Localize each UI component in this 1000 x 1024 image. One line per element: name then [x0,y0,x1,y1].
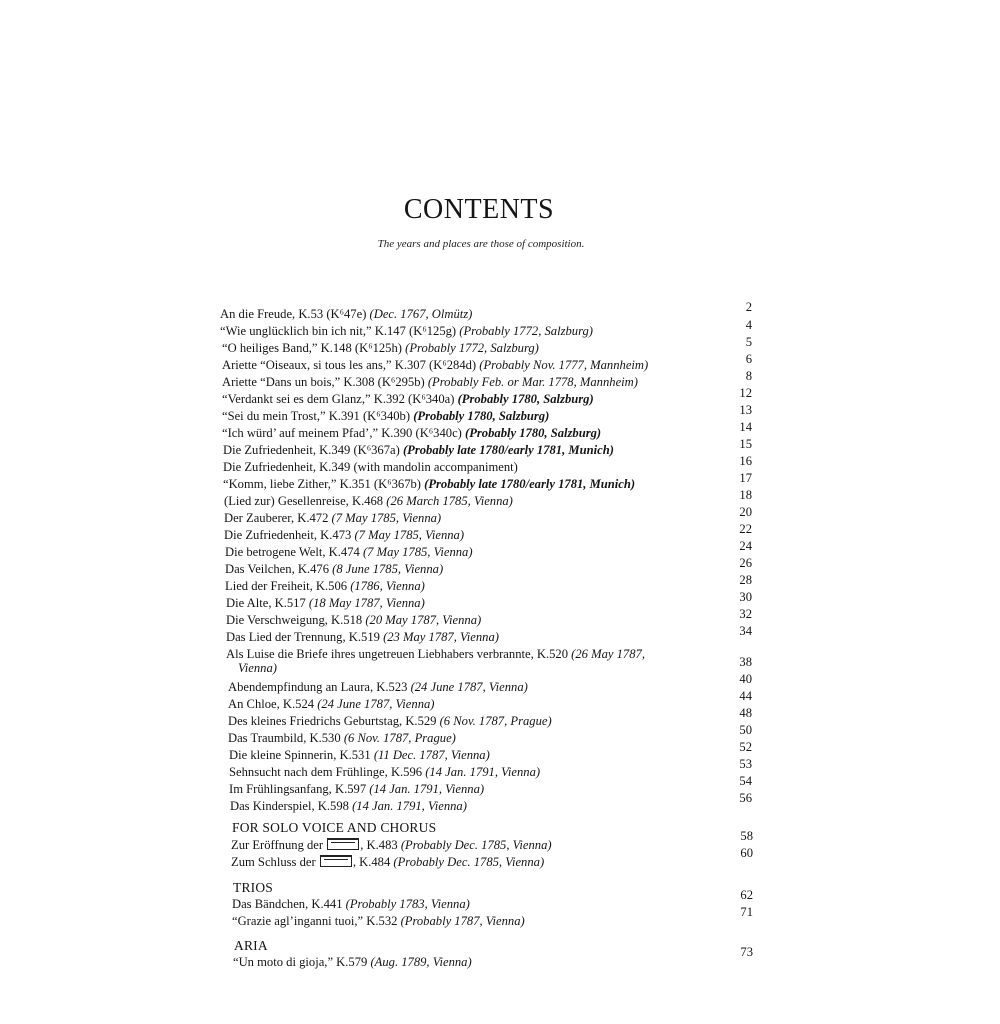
entry-date: (11 Dec. 1787, Vienna) [373,748,490,762]
page-number: 13 [739,403,752,417]
toc-entry [222,409,722,423]
entry-date: (Aug. 1789, Vienna) [370,955,472,969]
entry-date: (26 March 1785, Vienna) [386,494,513,508]
entry-title: Die Verschweigung, K.518 [226,613,366,627]
entry-title: Das Veilchen, K.476 [225,562,333,576]
toc-entry [223,443,723,457]
page-number: 52 [739,740,752,754]
entry-date: (24 June 1787, Vienna) [317,697,435,711]
page-title: CONTENTS [403,194,555,225]
entry-date: (14 Jan. 1791, Vienna) [352,799,467,813]
page-number: 44 [739,689,752,703]
entry-title: “Komm, liebe Zither,” K.351 (K⁶367b) [223,477,425,491]
toc-entry [228,714,728,728]
toc-entry [224,528,724,542]
page-number: 60 [740,846,753,860]
entry-title: Lied der Freiheit, K.506 [225,579,351,593]
page-number: 24 [739,539,752,553]
toc-entry [229,748,729,762]
entry-title: An die Freude, K.53 (K⁶47e) [220,307,370,321]
entry-title: Zur Eröffnung der [231,838,327,852]
page-number: 22 [739,522,752,536]
page-subtitle: The years and places are those of composition. [377,238,585,250]
bracket-placeholder-icon [320,855,352,867]
toc-entry [231,838,731,852]
page-number: 73 [740,945,753,959]
toc-entry [228,697,728,711]
entry-date: (Probably Dec. 1785, Vienna) [393,855,545,869]
entry-title: Das Traumbild, K.530 [228,731,344,745]
entry-catalog: , K.484 [352,855,394,869]
toc-entry [222,375,722,389]
entry-title: “Wie unglücklich bin ich nit,” K.147 (K⁶125g) [220,324,460,338]
entry-title: “Verdankt sei es dem Glanz,” K.392 (K⁶340a) [222,392,458,406]
entry-date: (6 Nov. 1787, Prague) [343,731,456,745]
page-number: 28 [739,573,752,587]
page-number: 20 [739,505,752,519]
toc-entry [228,731,728,745]
entry-date: (Probably 1780, Salzburg) [457,392,594,406]
entry-title: Die Zufriedenheit, K.349 (K⁶367a) [223,443,403,457]
page-number: 2 [745,300,752,314]
section-heading: FOR SOLO VOICE AND CHORUS [232,820,437,835]
entry-date: (14 Jan. 1791, Vienna) [369,782,485,796]
page-number: 54 [739,774,752,788]
entry-date: (18 May 1787, Vienna) [308,596,425,610]
entry-title: “Sei du mein Trost,” K.391 (K⁶340b) [222,409,414,423]
page-number: 38 [739,655,752,669]
entry-date: (Probably Nov. 1777, Mannheim) [479,358,649,372]
entry-title: Der Zauberer, K.472 [224,511,332,525]
entry-title: Die Zufriedenheit, K.473 [224,528,355,542]
toc-entry [228,680,728,694]
toc-entry [229,782,729,796]
toc-entry [222,426,722,440]
entry-date: (7 May 1785, Vienna) [331,511,442,525]
entry-title: An Chloe, K.524 [228,697,318,711]
entry-date: (23 May 1787, Vienna) [383,630,499,644]
toc-entry [224,511,724,525]
entry-date: (1786, Vienna) [350,579,425,593]
entry-title: “Grazie agl’inganni tuoi,” K.532 [232,914,401,928]
page-number: 32 [739,607,752,621]
page-number: 8 [745,369,752,383]
page-number: 15 [739,437,752,451]
toc-entry [230,799,730,813]
entry-title: Ariette “Dans un bois,” K.308 (K⁶295b) [222,375,428,389]
entry-title: Das Bändchen, K.441 [232,897,346,911]
page-number: 12 [739,386,752,400]
entry-date: (Probably late 1780/early 1781, Munich) [424,477,636,491]
entry-title: Des kleines Friedrichs Geburtstag, K.529 [228,714,440,728]
entry-date: (Dec. 1767, Olmütz) [369,307,473,321]
entry-title: Zum Schluss der [231,855,319,869]
entry-title: Das Kinderspiel, K.598 [230,799,353,813]
entry-title: “Un moto di gioja,” K.579 [233,955,371,969]
section-heading: ARIA [234,938,268,953]
toc-entry [224,494,724,508]
entry-date: (Probably 1772, Salzburg) [405,341,539,355]
toc-entry [222,358,722,372]
toc-entry [220,324,720,338]
toc-entry [223,460,723,474]
page-number: 62 [740,888,753,902]
toc-entry [223,477,723,491]
page-number: 6 [745,352,752,366]
toc-entry [233,955,733,969]
toc-entry [231,855,731,869]
page-number: 4 [745,318,752,332]
entry-date: (Probably Dec. 1785, Vienna) [400,838,552,852]
entry-date: (7 May 1785, Vienna) [354,528,465,542]
entry-title: Sehnsucht nach dem Frühlinge, K.596 [229,765,426,779]
toc-entry [226,613,726,627]
toc-entry [226,647,726,675]
entry-title: Abendempfindung an Laura, K.523 [228,680,411,694]
entry-date: (Probably 1780, Salzburg) [413,409,550,423]
page-number: 58 [740,829,753,843]
toc-entry [225,545,725,559]
toc-entry [225,579,725,593]
toc-entry [226,596,726,610]
entry-date: (Probably 1783, Vienna) [345,897,470,911]
entry-date: (Probably Feb. or Mar. 1778, Mannheim) [427,375,638,389]
entry-title: Als Luise die Briefe ihres ungetreuen Liebhabers verbrannte, K.520 [226,647,572,661]
toc-entry [222,392,722,406]
entry-date: (14 Jan. 1791, Vienna) [425,765,541,779]
toc-entry [220,307,720,321]
toc-entry [222,341,722,355]
entry-title: Das Lied der Trennung, K.519 [226,630,384,644]
entry-title: Die Alte, K.517 [226,596,309,610]
entry-title: Im Frühlingsanfang, K.597 [229,782,370,796]
page-number: 34 [739,624,752,638]
entry-date: (26 May 1787, [571,647,645,661]
toc-entry [232,914,732,928]
entry-date: (Probably 1780, Salzburg) [465,426,602,440]
entry-title: Ariette “Oiseaux, si tous les ans,” K.307 (K⁶284d) [222,358,480,372]
entry-date: (24 June 1787, Vienna) [410,680,528,694]
entry-date: (Probably late 1780/early 1781, Munich) [402,443,614,457]
entry-title: “O heiliges Band,” K.148 (K⁶125h) [222,341,406,355]
page-number: 26 [739,556,752,570]
toc-entry [232,897,732,911]
entry-title: Die betrogene Welt, K.474 [225,545,363,559]
page-number: 40 [739,672,752,686]
entry-title: (Lied zur) Gesellenreise, K.468 [224,494,387,508]
entry-title: Die Zufriedenheit, K.349 (with mandolin accompaniment) [223,460,518,474]
entry-date: (Probably 1772, Salzburg) [459,324,594,338]
entry-date-continued: Vienna) [238,661,277,675]
entry-catalog: , K.483 [360,838,401,852]
page-number: 16 [739,454,752,468]
entry-date: (6 Nov. 1787, Prague) [439,714,552,728]
toc-entry [226,630,726,644]
page-number: 17 [739,471,752,485]
page-number: 30 [739,590,752,604]
page-number: 14 [739,420,752,434]
page-number: 50 [739,723,752,737]
page-number: 48 [739,706,752,720]
entry-date: (7 May 1785, Vienna) [362,545,473,559]
page-number: 53 [739,757,752,771]
entry-title: “Ich würd’ auf meinem Pfad’,” K.390 (K⁶340c) [222,426,466,440]
bracket-placeholder-icon [327,838,359,850]
entry-date: (20 May 1787, Vienna) [365,613,482,627]
section-heading: TRIOS [233,880,274,895]
page-number: 56 [739,791,752,805]
toc-entry [225,562,725,576]
toc-entry [229,765,729,779]
entry-title: Die kleine Spinnerin, K.531 [229,748,374,762]
entry-date: (Probably 1787, Vienna) [400,914,525,928]
page-number: 5 [745,335,752,349]
page-number: 71 [740,905,753,919]
page-number: 18 [739,488,752,502]
entry-date: (8 June 1785, Vienna) [332,562,444,576]
